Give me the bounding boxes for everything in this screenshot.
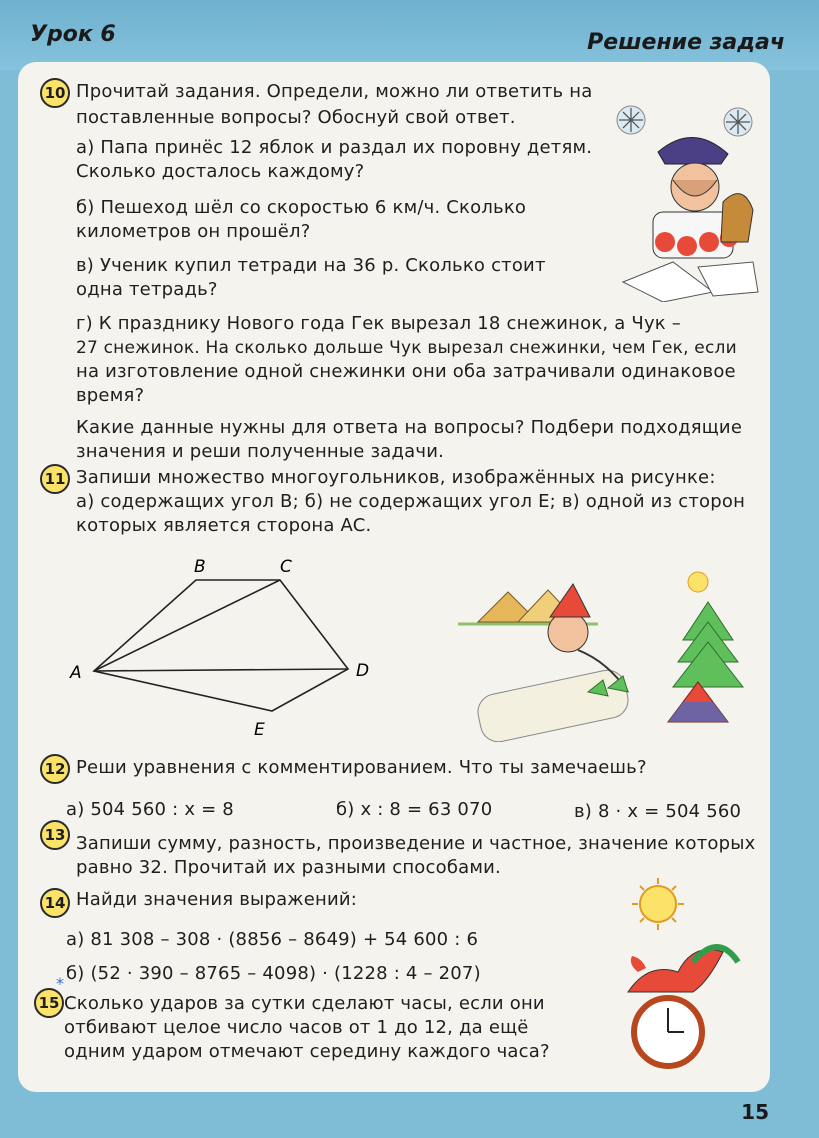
- polygon-figure: [58, 550, 378, 750]
- task-14-number: 14: [40, 888, 70, 918]
- task-14-text: Найди значения выражений:: [76, 889, 358, 910]
- boy-drawing-illustration: [458, 562, 758, 742]
- equation-v: в) 8 · x = 504 560: [574, 801, 742, 822]
- task-15-text-line1: Сколько ударов за сутки сделают часы, если они: [64, 993, 545, 1014]
- rooster-clock-illustration: [598, 872, 748, 1072]
- task-10-question-line1: Какие данные нужны для ответа на вопросы? Подбери подходящие: [76, 417, 743, 438]
- vertex-c-label: C: [280, 557, 292, 577]
- task-13-text-line2: равно 32. Прочитай их разными способами.: [76, 857, 501, 878]
- task-10a-line1: а) Папа принёс 12 яблок и раздал их поровну детям.: [76, 137, 593, 158]
- father-apples-illustration: [603, 92, 763, 302]
- task-10v-line2: одна тетрадь?: [76, 279, 218, 300]
- task-10g-line3: на изготовление одной снежинки они оба затрачивали одинаковое: [76, 361, 736, 382]
- sun-icon: [688, 572, 708, 592]
- lesson-label: Урок 6: [30, 22, 116, 47]
- task-10g-line2: 27 снежинок. На сколько дольше Чук вырезал снежинки, чем Гек, если: [76, 338, 737, 358]
- page-number: 15: [741, 1100, 769, 1124]
- task-13-text-line1: Запиши сумму, разность, произведение и частное, значение которых: [76, 833, 756, 854]
- equation-b: б) x : 8 = 63 070: [336, 799, 493, 820]
- task-13-number: 13: [40, 820, 70, 850]
- task-11-text-line2: а) содержащих угол B; б) не содержащих угол E; в) одной из сторон: [76, 491, 746, 512]
- snowflake-icon: [724, 108, 752, 136]
- vertex-b-label: B: [194, 557, 206, 577]
- snowflake-icon: [617, 106, 645, 134]
- task-15-text-line3: одним ударом отмечают середину каждого часа?: [64, 1041, 550, 1062]
- page-header: [0, 0, 819, 70]
- segment-ad: [94, 669, 348, 671]
- task-10b-line2: километров он прошёл?: [76, 221, 311, 242]
- task-10a-line2: Сколько досталось каждому?: [76, 161, 365, 182]
- task-10v-line1: в) Ученик купил тетради на 36 р. Сколько стоит: [76, 255, 546, 276]
- vertex-a-label: A: [70, 663, 82, 683]
- task-10b-line1: б) Пешеход шёл со скоростью 6 км/ч. Сколько: [76, 197, 527, 218]
- task-15-star: *: [56, 974, 64, 993]
- task-12-number: 12: [40, 754, 70, 784]
- task-10-text-line2: поставленные вопросы? Обоснуй свой ответ.: [76, 107, 516, 128]
- task-12-text: Реши уравнения с комментированием. Что ты замечаешь?: [76, 757, 647, 778]
- expression-b: б) (52 · 390 – 8765 – 4098) · (1228 : 4 – 207): [66, 963, 481, 984]
- expression-a: а) 81 308 – 308 · (8856 – 8649) + 54 600 : 6: [66, 929, 479, 950]
- vertex-e-label: E: [254, 720, 265, 740]
- task-11-text-line1: Запиши множество многоугольников, изображённых на рисунке:: [76, 467, 716, 488]
- segment-ac: [94, 580, 280, 671]
- task-15-number: 15: [34, 988, 64, 1018]
- task-10-number: 10: [40, 78, 70, 108]
- task-10-question-line2: значения и реши полученные задачи.: [76, 441, 445, 462]
- page-content: [18, 62, 770, 1092]
- task-15-text-line2: отбивают целое число часов от 1 до 12, да ещё: [64, 1017, 529, 1038]
- equation-a: а) 504 560 : x = 8: [66, 799, 234, 820]
- task-11-number: 11: [40, 464, 70, 494]
- task-10g-line4: время?: [76, 385, 145, 406]
- topic-title: Решение задач: [587, 30, 785, 55]
- outer-polygon: [94, 580, 348, 711]
- task-11-text-line3: которых является сторона AC.: [76, 515, 372, 536]
- task-10g-line1: г) К празднику Нового года Гек вырезал 18 снежинок, а Чук –: [76, 313, 681, 334]
- task-10-text-line1: Прочитай задания. Определи, можно ли ответить на: [76, 81, 593, 102]
- sun-icon: [632, 878, 684, 930]
- vertex-d-label: D: [356, 661, 370, 681]
